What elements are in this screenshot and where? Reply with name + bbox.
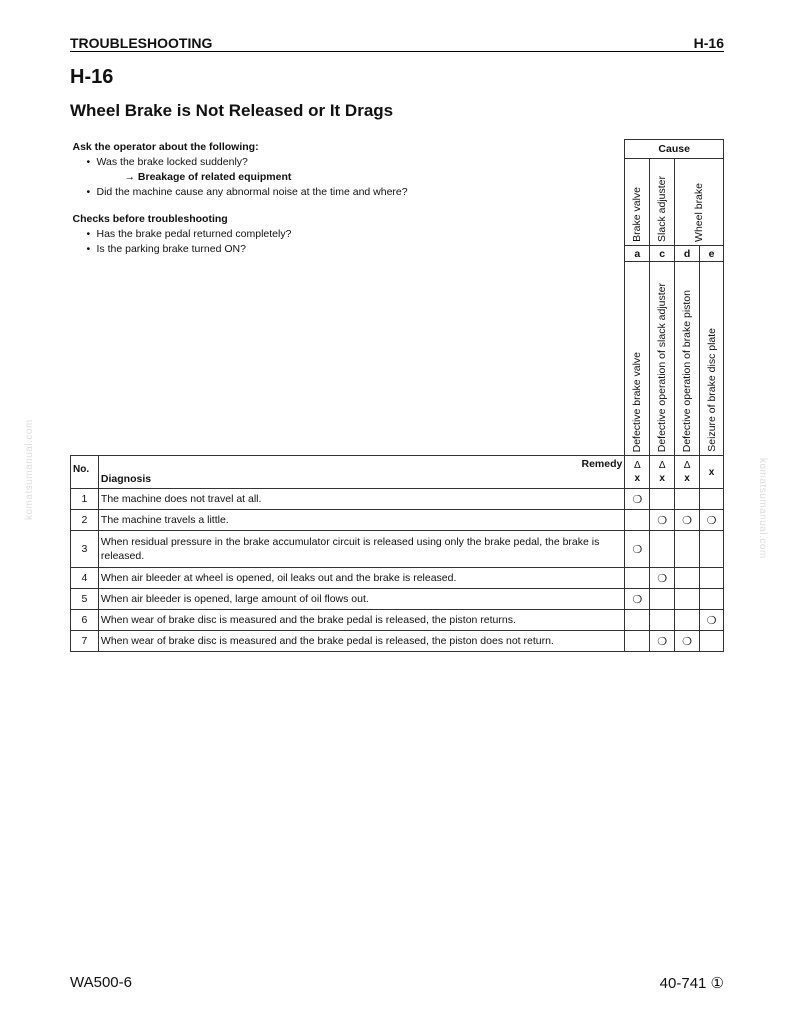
cause-letter: a: [625, 246, 650, 262]
cause-mark: [625, 568, 650, 589]
ask-sub-item: → Breakage of related equipment: [124, 170, 292, 183]
row-diagnosis: When air bleeder at wheel is opened, oil leaks out and the brake is released.: [98, 568, 624, 589]
header-page-code: H-16: [693, 35, 724, 51]
cause-mark: [675, 489, 700, 510]
cause-letter: d: [675, 246, 700, 262]
remedy-cell: Δ x: [625, 456, 650, 489]
row-number: 5: [71, 589, 99, 610]
troubleshooting-table: [70, 139, 724, 652]
row-diagnosis: When air bleeder is opened, large amount of oil flows out.: [98, 589, 624, 610]
no-header: No.: [71, 456, 99, 489]
cause-description: Defective brake valve: [625, 262, 650, 456]
watermark-right: komatsumanual.com: [757, 458, 768, 559]
table-row: [71, 568, 724, 589]
check-item: • Has the brake pedal returned completely?: [87, 227, 625, 242]
cause-mark: ❍: [650, 510, 675, 531]
page-header: [70, 35, 724, 52]
table-row: [71, 531, 724, 568]
ask-item: • Did the machine cause any abnormal noise at the time and where?: [87, 185, 625, 200]
row-diagnosis: The machine travels a little.: [98, 510, 624, 531]
cause-mark: [700, 568, 724, 589]
cause-mark: [675, 568, 700, 589]
cause-mark: ❍: [700, 610, 724, 631]
cause-mark: [700, 489, 724, 510]
footer-model: WA500-6: [70, 974, 132, 991]
group-wheel-brake: [675, 159, 724, 246]
group-label: Wheel brake: [693, 183, 706, 242]
cause-description: Defective operation of brake piston: [675, 262, 700, 456]
row-diagnosis: When wear of brake disc is measured and the brake pedal is released, the piston returns.: [98, 610, 624, 631]
ask-heading: Ask the operator about the following:: [72, 140, 259, 153]
remedy-label: Remedy: [581, 458, 623, 470]
cause-mark: [650, 610, 675, 631]
cause-heading: Cause: [625, 140, 724, 159]
row-diagnosis: When residual pressure in the brake accumulator circuit is released using only the brake pedal, the brake is released.: [98, 531, 624, 568]
cause-description: Defective operation of slack adjuster: [650, 262, 675, 456]
page-title: Wheel Brake is Not Released or It Drags: [70, 101, 394, 120]
row-number: 4: [71, 568, 99, 589]
cause-mark: [700, 531, 724, 568]
cause-mark: ❍: [650, 568, 675, 589]
cause-mark: [650, 589, 675, 610]
watermark-left: komatsumanual.com: [24, 419, 35, 520]
row-number: 2: [71, 510, 99, 531]
table-row: [71, 589, 724, 610]
row-number: 1: [71, 489, 99, 510]
diagnosis-header: [98, 456, 624, 489]
group-slack-adjuster: [650, 159, 675, 246]
row-number: 3: [71, 531, 99, 568]
cause-mark: ❍: [625, 489, 650, 510]
cause-mark: ❍: [675, 631, 700, 652]
row-diagnosis: The machine does not travel at all.: [98, 489, 624, 510]
table-row: [71, 631, 724, 652]
cause-mark: [700, 589, 724, 610]
row-diagnosis: When wear of brake disc is measured and the brake pedal is released, the piston does not return.: [98, 631, 624, 652]
footer-page-number: 40-741 ①: [659, 975, 724, 992]
diagnosis-label: Diagnosis: [100, 473, 152, 485]
check-item: • Is the parking brake turned ON?: [87, 242, 625, 257]
checks-heading: Checks before troubleshooting: [72, 212, 228, 225]
cause-mark: [625, 610, 650, 631]
cause-mark: [675, 610, 700, 631]
cause-mark: [650, 489, 675, 510]
group-label: Slack adjuster: [656, 176, 669, 242]
cause-letter: c: [650, 246, 675, 262]
troubleshooting-code: H-16: [70, 66, 114, 88]
remedy-cell: Δ x: [650, 456, 675, 489]
table-row: [71, 610, 724, 631]
table-row: [71, 510, 724, 531]
cause-description: Seizure of brake disc plate: [700, 262, 724, 456]
cause-mark: ❍: [625, 589, 650, 610]
intro-block: [71, 140, 625, 456]
group-brake-valve: [625, 159, 650, 246]
row-number: 6: [71, 610, 99, 631]
cause-letter: e: [700, 246, 724, 262]
row-number: 7: [71, 631, 99, 652]
cause-mark: ❍: [675, 510, 700, 531]
group-label: Brake valve: [631, 187, 644, 242]
cause-mark: [675, 589, 700, 610]
remedy-cell: x: [700, 456, 724, 489]
cause-mark: [650, 531, 675, 568]
cause-mark: ❍: [700, 510, 724, 531]
cause-mark: ❍: [625, 531, 650, 568]
cause-mark: [675, 531, 700, 568]
cause-mark: [625, 631, 650, 652]
cause-mark: [625, 510, 650, 531]
remedy-cell: Δ x: [675, 456, 700, 489]
cause-mark: [700, 631, 724, 652]
cause-mark: ❍: [650, 631, 675, 652]
table-row: [71, 489, 724, 510]
section-title: TROUBLESHOOTING: [70, 35, 213, 51]
ask-item: • Was the brake locked suddenly?: [87, 155, 625, 170]
